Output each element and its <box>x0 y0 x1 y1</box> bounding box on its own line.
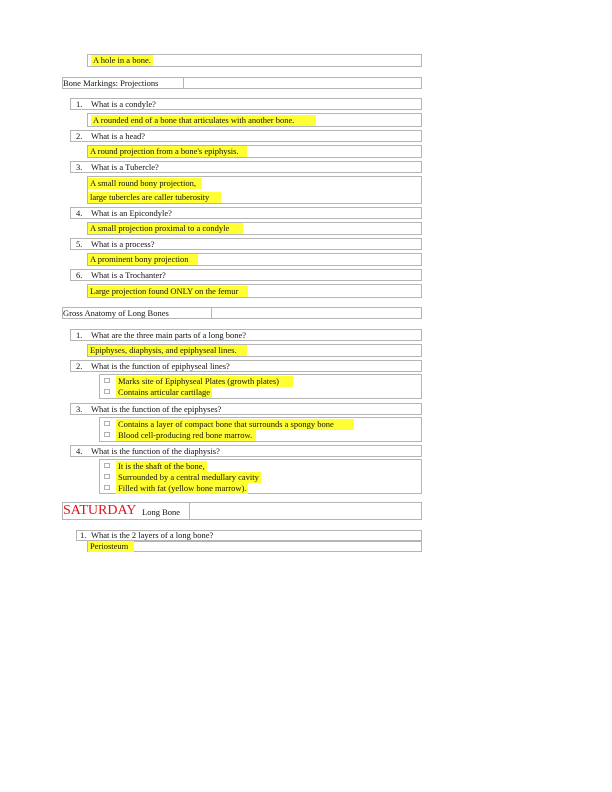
question-number: 1. <box>76 99 83 109</box>
question-text: What is a condyle? <box>91 99 156 109</box>
bullet-text: Contains a layer of compact bone that surrounds a spongy bone <box>116 419 354 430</box>
bullet-text: Surrounded by a central medullary cavity <box>118 472 259 482</box>
answer-text: A rounded end of a bone that articulates with another bone. <box>91 115 316 126</box>
checkbox-square-icon: ☐ <box>104 473 111 481</box>
question-text: What are the three main parts of a long bone? <box>91 330 247 340</box>
section-header: Gross Anatomy of Long Bones <box>63 308 169 318</box>
question-number: 4. <box>76 446 83 456</box>
bullet-text: Blood cell-producing red bone marrow. <box>116 430 256 441</box>
bullet-text: Contains articular cartilage <box>118 387 211 397</box>
checkbox-square-icon: ☐ <box>104 484 111 492</box>
question-number: 2. <box>76 361 83 371</box>
bullet-text: Filled with fat (yellow bone marrow). <box>118 483 247 493</box>
answer-text: large tubercles are caller tuberosity <box>88 192 221 203</box>
question-number: 4. <box>76 208 83 218</box>
checkbox-square-icon: ☐ <box>104 377 111 385</box>
checkbox-square-icon: ☐ <box>104 388 111 396</box>
question-text: What is the function of the diaphysis? <box>91 446 220 456</box>
question-number: 5. <box>76 239 83 249</box>
answer-text: A small projection proximal to a condyle <box>88 223 243 234</box>
question-text: What is the 2 layers of a long bone? <box>91 530 214 540</box>
answer-text: A hole in a bone. <box>93 55 151 65</box>
question-text: What is a Tubercle? <box>91 162 159 172</box>
checkbox-square-icon: ☐ <box>104 462 111 470</box>
section-header: Bone Markings: Projections <box>63 78 159 88</box>
day-topic: Long Bone <box>142 507 181 517</box>
question-text: What is a head? <box>91 131 146 141</box>
question-number: 1. <box>76 330 83 340</box>
question-number: 2. <box>76 131 83 141</box>
answer-text: Epiphyses, diaphysis, and epiphyseal lines. <box>88 345 247 356</box>
checkbox-square-icon: ☐ <box>104 420 111 428</box>
question-number: 3. <box>76 162 83 172</box>
question-text: What is the function of epiphyseal lines? <box>91 361 230 371</box>
answer-box <box>87 541 422 552</box>
answer-text: Periosteum <box>88 541 134 552</box>
answer-text: A prominent bony projection <box>88 254 198 265</box>
bullet-text: It is the shaft of the bone, <box>118 461 205 471</box>
question-text: What is a Trochanter? <box>91 270 166 280</box>
answer-text: A round projection from a bone's epiphysis. <box>88 146 247 157</box>
question-text: What is the function of the epiphyses? <box>91 404 222 414</box>
checkbox-square-icon: ☐ <box>104 431 111 439</box>
question-text: What is a process? <box>91 239 155 249</box>
question-number: 3. <box>76 404 83 414</box>
day-label: SATURDAY <box>63 503 137 518</box>
answer-text: Large projection found ONLY on the femur <box>88 286 248 297</box>
question-text: What is an Epicondyle? <box>91 208 172 218</box>
question-number: 6. <box>76 270 83 280</box>
question-number: 1. <box>80 530 87 540</box>
bullet-text: Marks site of Epiphyseal Plates (growth plates) <box>116 376 293 387</box>
answer-text: A small round bony projection, <box>88 178 202 189</box>
